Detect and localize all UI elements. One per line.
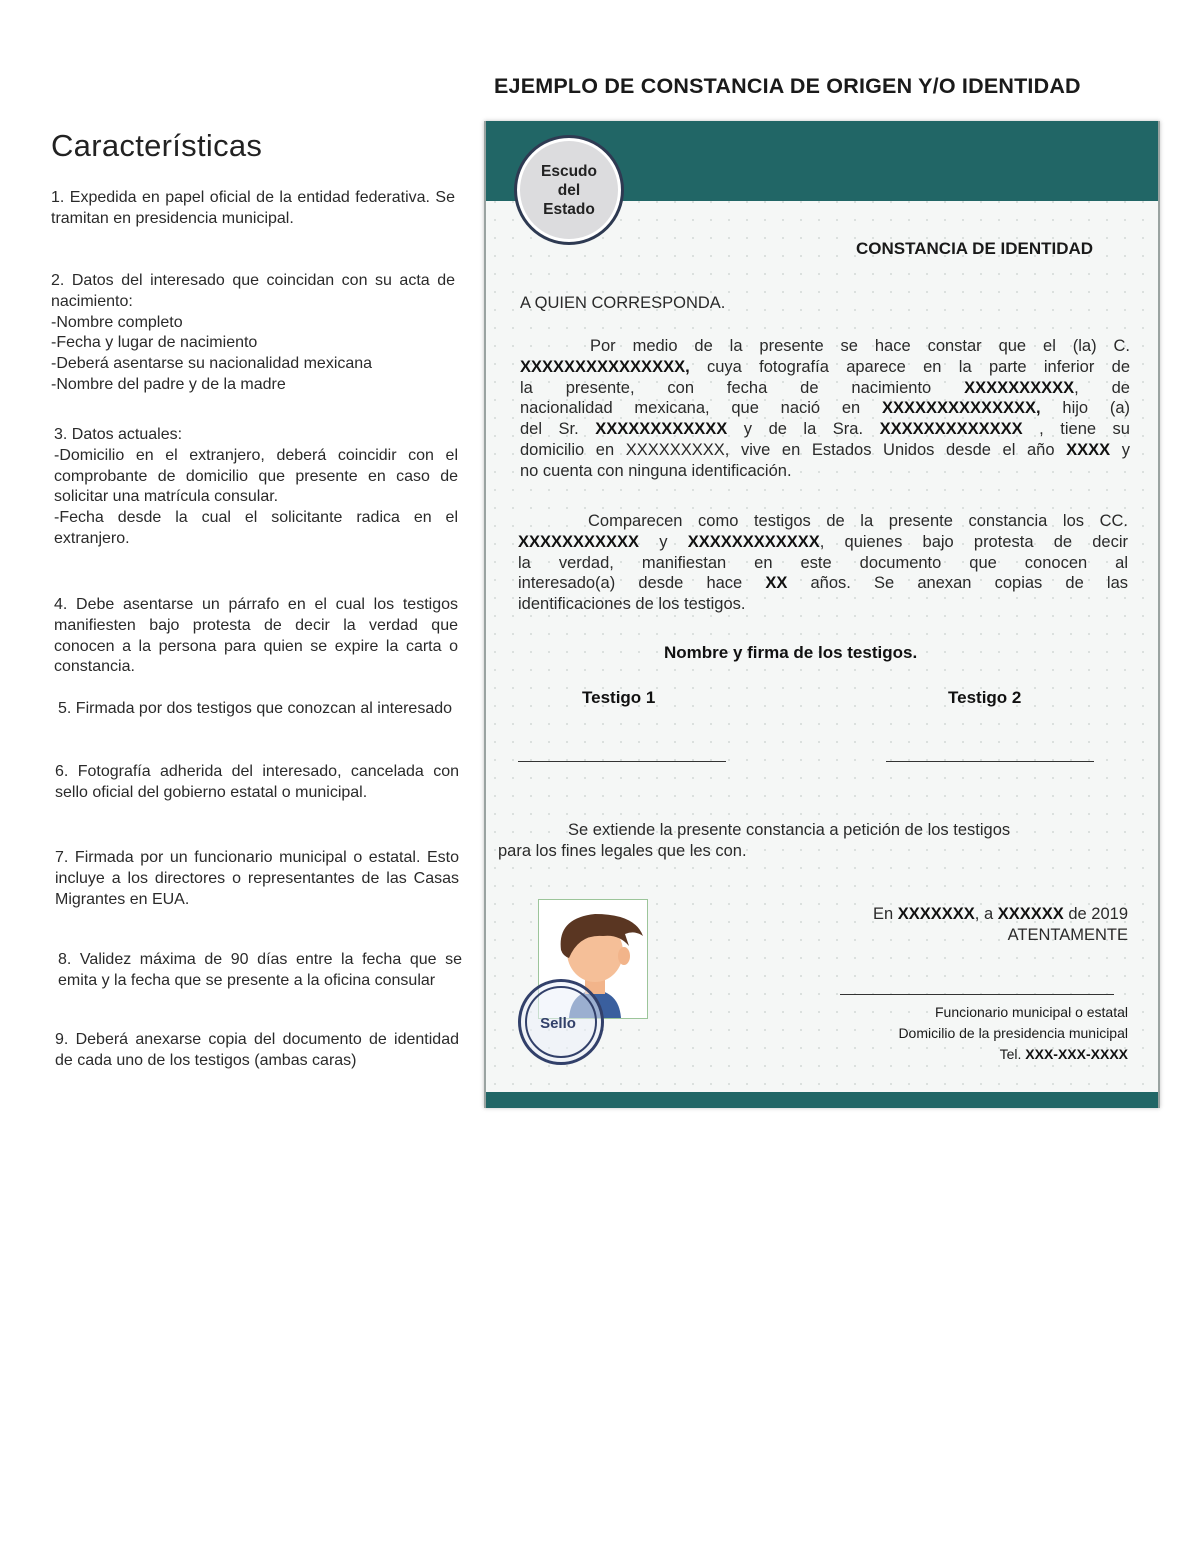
closing-atentamente: ATENTAMENTE bbox=[1007, 926, 1128, 944]
list-item: 5. Firmada por dos testigos que conozcan al interesado bbox=[58, 700, 453, 717]
witness-signature-heading: Nombre y firma de los testigos. bbox=[664, 643, 918, 662]
placeholder-date: XXXXXX bbox=[997, 905, 1064, 923]
text: identificaciones de los testigos. bbox=[518, 595, 746, 614]
text: del Sr. bbox=[520, 420, 596, 439]
text: nacionalidad mexicana, que nació en bbox=[520, 399, 882, 418]
place-and-date bbox=[873, 904, 1128, 946]
list-item bbox=[54, 425, 458, 550]
text: Comparecen como testigos de la presente constancia los CC. bbox=[588, 512, 1128, 530]
official-seal bbox=[518, 979, 604, 1065]
witness-1-signature-line bbox=[518, 761, 726, 762]
list-item: 8. Validez máxima de 90 días entre la fecha que se emita y la fecha que se presente a la oficina consular bbox=[58, 951, 462, 989]
characteristics-panel bbox=[51, 128, 462, 1069]
witness-2-signature-line bbox=[886, 761, 1094, 762]
document-heading: CONSTANCIA DE IDENTIDAD bbox=[856, 239, 1094, 258]
text: de 2019 bbox=[1063, 905, 1128, 923]
characteristics-heading: Características bbox=[51, 128, 263, 163]
state-emblem-placeholder bbox=[514, 135, 624, 245]
paragraph-witnesses bbox=[518, 511, 1128, 615]
list-item: 6. Fotografía adherida del interesado, cancelada con sello oficial del gobierno estatal o municipal. bbox=[55, 763, 459, 801]
official-signature-line bbox=[840, 994, 1114, 995]
text: y bbox=[639, 532, 688, 551]
greeting: A QUIEN CORRESPONDA. bbox=[520, 294, 726, 312]
official-address: Domicilio de la presidencia municipal bbox=[898, 1025, 1128, 1041]
item-subline: -Domicilio en el extranjero, deberá coincidir con el comprobante de domicilio que presente en caso de solicitar una matrícula consular. bbox=[54, 446, 458, 506]
emblem-line: Estado bbox=[543, 200, 595, 218]
text: Por medio de la presente se hace constar que el (la) C. bbox=[590, 337, 1130, 355]
item-subline: -Fecha desde la cual el solicitante radica en el extranjero. bbox=[54, 509, 458, 547]
witness-2-label: Testigo 2 bbox=[948, 688, 1022, 707]
item-subline: -Fecha y lugar de nacimiento bbox=[51, 334, 258, 352]
placeholder-witness2: XXXXXXXXXXXX bbox=[687, 532, 820, 551]
document-footer-band bbox=[486, 1092, 1158, 1108]
text: , de bbox=[1074, 378, 1130, 397]
official-title: Funcionario municipal o estatal bbox=[935, 1004, 1128, 1020]
item-text: 1. Expedida en papel oficial de la entidad federativa. Se tramitan en presidencia municipal. bbox=[51, 189, 455, 227]
text: interesado(a) desde hace bbox=[518, 574, 766, 593]
tel-label: Tel. bbox=[999, 1046, 1026, 1062]
text: años. Se anexan copias de las bbox=[787, 574, 1128, 593]
text: En bbox=[872, 905, 898, 923]
placeholder-place: XXXXXXX bbox=[897, 905, 975, 923]
placeholder-year: XXXX bbox=[1066, 440, 1111, 459]
list-item bbox=[51, 188, 455, 230]
item-subline: -Deberá asentarse su nacionalidad mexicana bbox=[51, 355, 373, 373]
official-block bbox=[898, 1002, 1128, 1065]
text: , quienes bajo protesta de decir bbox=[819, 532, 1128, 551]
placeholder-mother: XXXXXXXXXXXXX bbox=[879, 420, 1023, 439]
emblem-line: del bbox=[557, 181, 581, 199]
list-item: 4. Debe asentarse un párrafo en el cual los testigos manifiesten bajo protesta de decir la verdad que conocen a la persona para quien se expire la carta o constancia. bbox=[54, 596, 458, 676]
paragraph-declaration bbox=[520, 336, 1130, 482]
constancia-document bbox=[484, 121, 1160, 1108]
page-title: EJEMPLO DE CONSTANCIA DE ORIGEN Y/O IDENTIDAD bbox=[494, 74, 1081, 98]
placeholder-witness1: XXXXXXXXXXX bbox=[518, 532, 640, 551]
emblem-line: Escudo bbox=[541, 162, 597, 180]
item-text: 3. Datos actuales: bbox=[54, 426, 183, 443]
item-text: 2. Datos del interesado que coincidan con su acta de nacimiento: bbox=[51, 272, 455, 310]
text: la presente, con fecha de nacimiento bbox=[520, 378, 965, 397]
text: para los fines legales que les con. bbox=[498, 841, 747, 860]
placeholder-birthplace: XXXXXXXXXXXXXX, bbox=[881, 399, 1041, 418]
placeholder-father: XXXXXXXXXXXX bbox=[595, 420, 728, 439]
text: Se extiende la presente constancia a petición de los testigos bbox=[568, 821, 1011, 839]
placeholder-name: XXXXXXXXXXXXXXX, bbox=[520, 357, 690, 376]
item-subline: -Nombre del padre y de la madre bbox=[51, 375, 286, 393]
text: domicilio en XXXXXXXXX, vive en Estados Unidos desde el año bbox=[520, 440, 1067, 459]
text: , a bbox=[974, 905, 998, 923]
text: la verdad, manifiestan en este documento que conocen al bbox=[518, 553, 1128, 572]
text: , tiene su bbox=[1022, 420, 1130, 439]
tel-number: XXX-XXX-XXXX bbox=[1025, 1046, 1128, 1062]
list-item bbox=[51, 271, 455, 396]
text: cuya fotografía aparece en la parte inferior de bbox=[689, 357, 1130, 376]
text: y bbox=[1110, 440, 1130, 459]
placeholder-years: XX bbox=[765, 574, 788, 593]
seal-label: Sello bbox=[540, 1014, 576, 1032]
text: y de la Sra. bbox=[727, 420, 880, 439]
item-subline: -Nombre completo bbox=[51, 313, 183, 331]
list-item: 7. Firmada por un funcionario municipal o estatal. Esto incluye a los directores o representantes de las Casas Migrantes en EUA. bbox=[55, 849, 459, 908]
text: hijo (a) bbox=[1040, 399, 1130, 418]
witness-1-label: Testigo 1 bbox=[582, 688, 656, 707]
placeholder-birthdate: XXXXXXXXXX bbox=[964, 378, 1075, 397]
paragraph-extension bbox=[498, 820, 1108, 862]
list-item: 9. Deberá anexarse copia del documento de identidad de cada uno de los testigos (ambas caras) bbox=[55, 1031, 459, 1069]
text: no cuenta con ninguna identificación. bbox=[520, 461, 792, 480]
